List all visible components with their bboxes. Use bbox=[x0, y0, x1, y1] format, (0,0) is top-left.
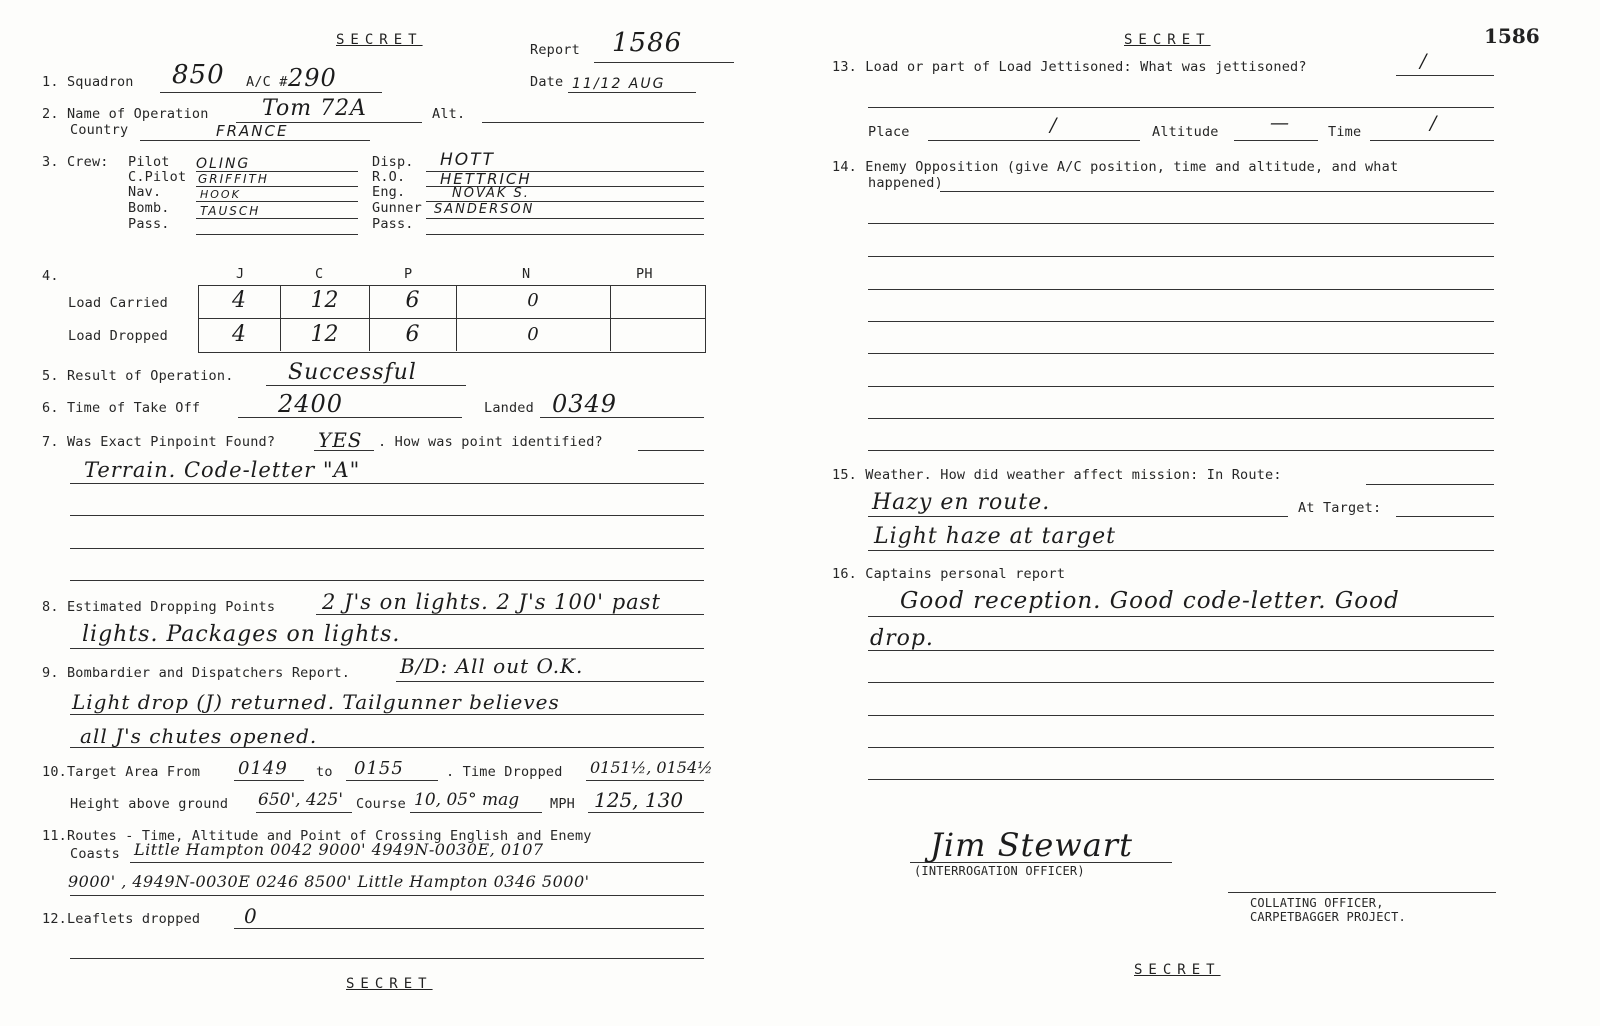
in-route-line-2 bbox=[868, 516, 1288, 517]
page-number: 1586 bbox=[1484, 24, 1540, 48]
nav-label: Nav. bbox=[128, 184, 162, 200]
time-dropped-label: . Time Dropped bbox=[446, 764, 563, 780]
eng-value: NOVAK S. bbox=[452, 186, 530, 201]
opposition-line bbox=[868, 353, 1494, 354]
mph-line bbox=[588, 812, 704, 813]
date-value: 11/12 AUG bbox=[572, 76, 666, 92]
col-p: P bbox=[404, 266, 413, 282]
time-label: Time bbox=[1328, 124, 1362, 140]
pass2-line bbox=[426, 234, 704, 235]
eng-label: Eng. bbox=[372, 184, 406, 200]
report-line bbox=[594, 62, 734, 63]
routes-rule2 bbox=[70, 895, 704, 896]
copilot-label: C.Pilot bbox=[128, 169, 187, 185]
country-value: FRANCE bbox=[216, 122, 289, 140]
bomb-label: Bomb. bbox=[128, 200, 170, 216]
dropping-line-rule1 bbox=[316, 614, 704, 615]
identified-line-1 bbox=[638, 450, 704, 451]
col-j: J bbox=[236, 266, 245, 282]
q3-label: 3. Crew: bbox=[42, 154, 109, 170]
load-table-col-divider bbox=[610, 285, 611, 351]
q5-label: 5. Result of Operation. bbox=[42, 368, 234, 384]
coasts-label: Coasts bbox=[70, 846, 120, 862]
bd-rule1 bbox=[396, 681, 704, 682]
pass-line bbox=[196, 234, 358, 235]
captain-rule bbox=[868, 616, 1494, 617]
target-from-value: 0149 bbox=[238, 758, 288, 779]
date-line bbox=[568, 92, 696, 93]
interrogation-signature: Jim Stewart bbox=[930, 826, 1133, 864]
copilot-value: GRIFFITH bbox=[198, 172, 269, 186]
q7-label: 7. Was Exact Pinpoint Found? bbox=[42, 434, 276, 450]
takeoff-line bbox=[238, 417, 462, 418]
alt-label: Alt. bbox=[432, 106, 466, 122]
load-carried-label: Load Carried bbox=[68, 295, 168, 311]
opposition-line bbox=[868, 321, 1494, 322]
time-value: / bbox=[1430, 112, 1438, 134]
at-target-label: At Target: bbox=[1298, 500, 1382, 516]
time-line bbox=[1370, 140, 1494, 141]
result-value: Successful bbox=[288, 360, 417, 385]
leaflets-value: 0 bbox=[244, 904, 258, 928]
pinpoint-line bbox=[314, 450, 374, 451]
at-target-line-2 bbox=[868, 550, 1494, 551]
col-n: N bbox=[522, 266, 531, 282]
opposition-line bbox=[868, 418, 1494, 419]
in-route-line bbox=[1366, 484, 1494, 485]
q13-label: 13. Load or part of Load Jettisoned: What was jettisoned? bbox=[832, 59, 1307, 75]
alt-line bbox=[482, 122, 704, 123]
report-label: Report bbox=[530, 42, 580, 58]
at-target-value: Light haze at target bbox=[874, 524, 1116, 549]
captain-rule bbox=[868, 682, 1494, 683]
time-dropped-value: 0151½, 0154½ bbox=[590, 758, 713, 777]
carried-j: 4 bbox=[232, 288, 246, 313]
result-line bbox=[266, 385, 466, 386]
gunner-line bbox=[426, 218, 704, 219]
opposition-line bbox=[868, 386, 1494, 387]
pilot-label: Pilot bbox=[128, 154, 170, 170]
load-table-row-divider bbox=[198, 318, 706, 319]
report-number: 1586 bbox=[612, 28, 683, 58]
operation-value: Tom 72A bbox=[262, 96, 367, 121]
routes-rule1 bbox=[130, 862, 704, 863]
col-ph: PH bbox=[636, 266, 653, 282]
course-line bbox=[410, 812, 542, 813]
secret-header-left: SECRET bbox=[336, 32, 423, 48]
blank-line bbox=[70, 958, 704, 959]
time-dropped-line bbox=[586, 780, 704, 781]
country-label: Country bbox=[70, 122, 129, 138]
dropped-n: 0 bbox=[527, 324, 539, 345]
q2-label: 2. Name of Operation bbox=[42, 106, 209, 122]
q4-label: 4. bbox=[42, 268, 59, 284]
disp-value: HOTT bbox=[440, 150, 495, 170]
place-value: / bbox=[1050, 114, 1058, 136]
target-to-line bbox=[346, 780, 438, 781]
dropped-c: 12 bbox=[310, 322, 339, 347]
takeoff-value: 2400 bbox=[278, 390, 344, 418]
q16-label: 16. Captains personal report bbox=[832, 566, 1066, 582]
bd-rule3 bbox=[70, 747, 704, 748]
carried-n: 0 bbox=[527, 290, 539, 311]
secret-header-right: SECRET bbox=[1124, 32, 1211, 48]
collating-line bbox=[1228, 892, 1496, 893]
captain-line1: Good reception. Good code-letter. Good bbox=[900, 588, 1400, 614]
q7b-label: . How was point identified? bbox=[378, 434, 603, 450]
height-label: Height above ground bbox=[70, 796, 229, 812]
q14-label-2: happened) bbox=[868, 175, 943, 191]
target-from-line bbox=[234, 780, 304, 781]
ac-label: A/C # bbox=[246, 74, 288, 90]
jettisoned-line bbox=[1396, 75, 1494, 76]
q15-label: 15. Weather. How did weather affect mission: In Route: bbox=[832, 467, 1282, 483]
blank-line bbox=[70, 515, 704, 516]
landed-value: 0349 bbox=[552, 390, 618, 418]
dropped-j: 4 bbox=[232, 322, 246, 347]
nav-line bbox=[196, 201, 358, 202]
captain-rule bbox=[868, 779, 1494, 780]
opposition-line bbox=[868, 256, 1494, 257]
leaflets-line bbox=[234, 928, 704, 929]
q12-label: 12.Leaflets dropped bbox=[42, 911, 201, 927]
mph-value: 125, 130 bbox=[594, 788, 684, 812]
q1-label: 1. Squadron bbox=[42, 74, 134, 90]
carried-c: 12 bbox=[310, 288, 339, 313]
opposition-line bbox=[868, 223, 1494, 224]
pass-label: Pass. bbox=[128, 216, 170, 232]
pass2-label: Pass. bbox=[372, 216, 414, 232]
bomb-line bbox=[196, 218, 358, 219]
opposition-line bbox=[868, 450, 1494, 451]
q9-label: 9. Bombardier and Dispatchers Report. bbox=[42, 665, 351, 681]
q11-label: 11.Routes - Time, Altitude and Point of Crossing English and Enemy bbox=[42, 828, 592, 844]
nav-value: HOOK bbox=[200, 188, 241, 201]
captain-rule bbox=[868, 715, 1494, 716]
disp-label: Disp. bbox=[372, 154, 414, 170]
load-dropped-label: Load Dropped bbox=[68, 328, 168, 344]
opposition-line bbox=[868, 289, 1494, 290]
jettisoned-value: / bbox=[1420, 50, 1428, 72]
identified-value: Terrain. Code-letter "A" bbox=[84, 458, 361, 482]
dropping-line2: lights. Packages on lights. bbox=[82, 622, 401, 647]
place-label: Place bbox=[868, 124, 910, 140]
bd-line3: all J's chutes opened. bbox=[80, 724, 318, 748]
q6-label: 6. Time of Take Off bbox=[42, 400, 201, 416]
gunner-value: SANDERSON bbox=[434, 202, 535, 217]
bomb-value: TAUSCH bbox=[200, 204, 261, 218]
place-line bbox=[928, 140, 1140, 141]
ro-value: HETTRICH bbox=[440, 170, 532, 188]
altitude-value: — bbox=[1270, 112, 1290, 134]
pilot-value: OLING bbox=[196, 156, 251, 172]
interrogation-label: (INTERROGATION OFFICER) bbox=[914, 864, 1085, 878]
blank-line bbox=[70, 580, 704, 581]
course-value: 10, 05° mag bbox=[414, 790, 520, 810]
pinpoint-value: YES bbox=[318, 428, 363, 452]
routes-line2: 9000' , 4949N-0030E 0246 8500' Little Hampton 0346 5000' bbox=[68, 872, 590, 891]
height-value: 650', 425' bbox=[258, 790, 344, 810]
blank-line bbox=[70, 548, 704, 549]
captain-rule bbox=[868, 650, 1494, 651]
ac-value: 290 bbox=[288, 64, 337, 92]
collating-label-1: COLLATING OFFICER, bbox=[1250, 896, 1384, 910]
q8-label: 8. Estimated Dropping Points bbox=[42, 599, 276, 615]
bd-line2: Light drop (J) returned. Tailgunner believes bbox=[72, 690, 560, 714]
squadron-value: 850 bbox=[172, 60, 225, 90]
opposition-line bbox=[940, 191, 1494, 192]
secret-footer-left: SECRET bbox=[346, 976, 433, 992]
landed-label: Landed bbox=[484, 400, 534, 416]
copilot-line bbox=[196, 186, 358, 187]
routes-line1: Little Hampton 0042 9000' 4949N-0030E, 0107 bbox=[134, 840, 544, 859]
q14-label: 14. Enemy Opposition (give A/C position, time and altitude, and what bbox=[832, 159, 1399, 175]
interrogation-line bbox=[910, 862, 1172, 863]
captain-rule bbox=[868, 747, 1494, 748]
ro-label: R.O. bbox=[372, 169, 406, 185]
at-target-line bbox=[1396, 516, 1494, 517]
dropping-line-rule2 bbox=[70, 648, 704, 649]
col-c: C bbox=[315, 266, 324, 282]
country-line bbox=[140, 140, 370, 141]
bd-rule2 bbox=[70, 714, 704, 715]
q10-label: 10.Target Area From bbox=[42, 764, 201, 780]
gunner-label: Gunner bbox=[372, 200, 422, 216]
identified-line-2 bbox=[70, 483, 704, 484]
dropped-p: 6 bbox=[405, 322, 420, 347]
squadron-line bbox=[160, 92, 382, 93]
target-to-value: 0155 bbox=[354, 758, 404, 779]
altitude-label: Altitude bbox=[1152, 124, 1219, 140]
in-route-value: Hazy en route. bbox=[872, 490, 1051, 515]
collating-label-2: CARPETBAGGER PROJECT. bbox=[1250, 910, 1406, 924]
to-label: to bbox=[316, 764, 333, 780]
course-label: Course bbox=[356, 796, 406, 812]
dropping-line1: 2 J's on lights. 2 J's 100' past bbox=[322, 590, 661, 614]
carried-p: 6 bbox=[405, 288, 420, 313]
secret-footer-right: SECRET bbox=[1134, 962, 1221, 978]
altitude-line bbox=[1234, 140, 1318, 141]
date-label: Date bbox=[530, 74, 564, 90]
jettisoned-line-2 bbox=[868, 107, 1494, 108]
landed-line bbox=[540, 417, 704, 418]
captain-line2: drop. bbox=[870, 626, 934, 651]
mph-label: MPH bbox=[550, 796, 575, 812]
height-line bbox=[256, 812, 352, 813]
bd-line1: B/D: All out O.K. bbox=[400, 654, 584, 678]
